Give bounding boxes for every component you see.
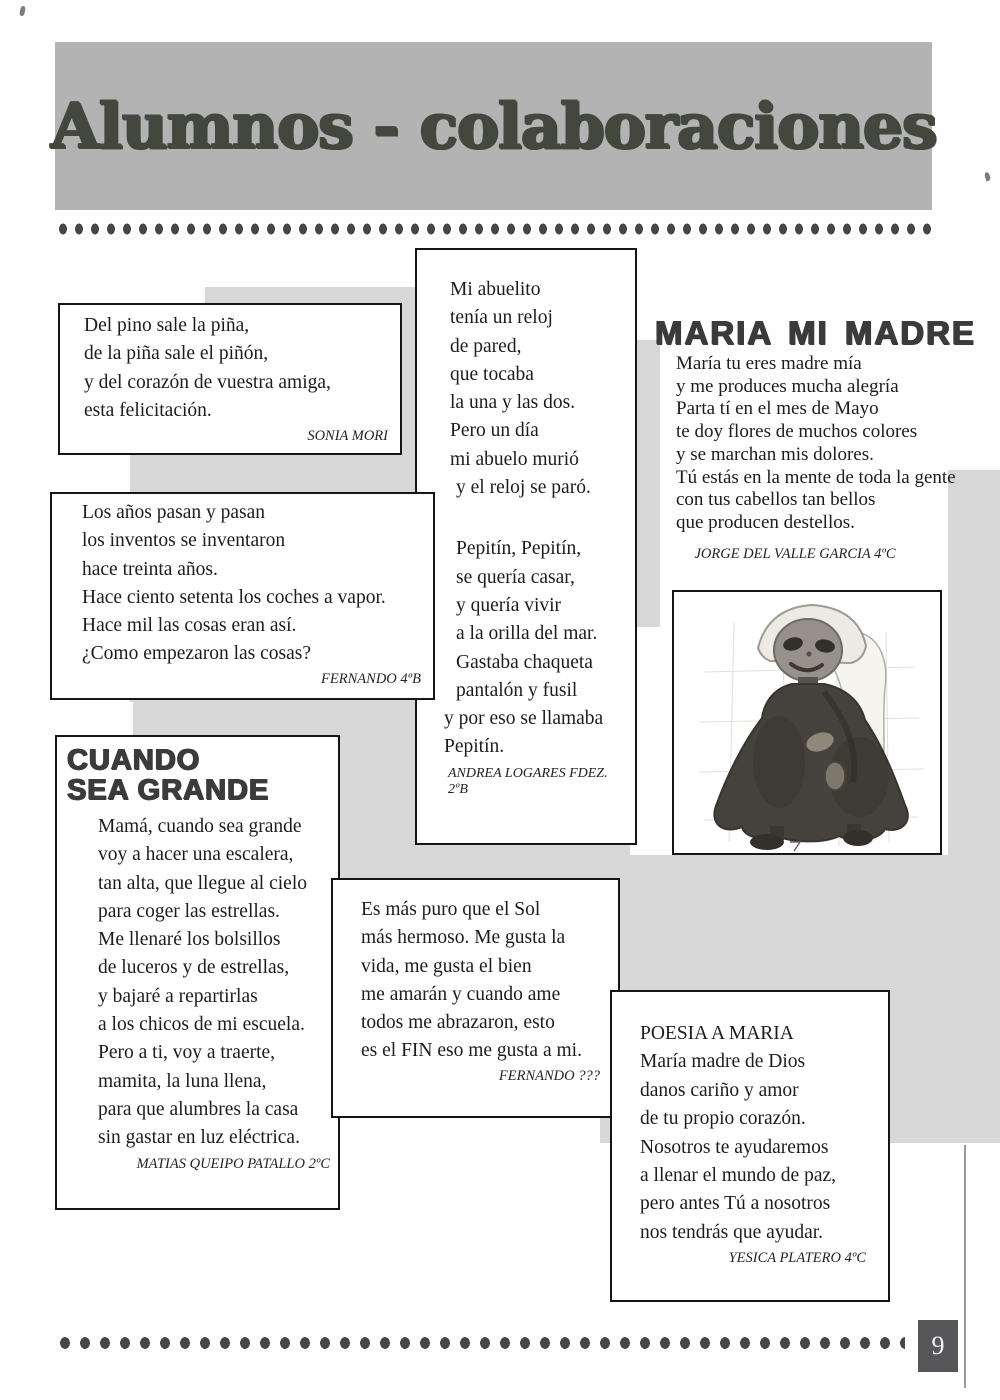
poem-line: de luceros y de estrellas,	[98, 957, 290, 979]
poem-line: Gastaba chaqueta	[456, 651, 593, 673]
poem-line: se quería casar,	[456, 566, 575, 588]
poem-line: Hace mil las cosas eran así.	[82, 615, 297, 637]
poem-line: Tú estás en la mente de toda la gente	[676, 466, 956, 488]
poem-line: voy a hacer una escalera,	[98, 844, 294, 866]
dotted-separator-top	[55, 222, 932, 236]
poem-line: Pepitín, Pepitín,	[456, 538, 582, 560]
poem-line: y del corazón de vuestra amiga,	[84, 371, 331, 393]
scan-shading-block	[948, 470, 1000, 1143]
pencil-mark	[790, 842, 800, 851]
poem-line: pantalón y fusil	[456, 679, 578, 701]
poem-line: sin gastar en luz eléctrica.	[98, 1127, 300, 1149]
poem-line: mamita, la luna llena,	[98, 1070, 267, 1092]
poem-line: tenía un reloj	[450, 307, 553, 329]
poem-line: Del pino sale la piña,	[84, 315, 250, 336]
poem-line: Es más puro que el Sol	[361, 899, 541, 920]
poem-line: María tu eres madre mía	[676, 353, 862, 374]
poem-line: Los años pasan y pasan	[82, 502, 266, 523]
poem-line: y me produces mucha alegría	[676, 375, 899, 397]
poem-author: FERNANDO ???	[498, 1067, 600, 1084]
poem-line: vida, me gusta el bien	[361, 955, 532, 977]
poem-line: y por eso se llamaba	[444, 708, 604, 730]
poem-line: de la piña sale el piñón,	[84, 343, 269, 365]
poem-line: la una y las dos.	[450, 392, 576, 414]
poem-line: hace treinta años.	[82, 558, 218, 580]
poem-line: que tocaba	[450, 363, 534, 385]
poem-line: y bajaré a repartirlas	[98, 985, 258, 1007]
poem-line: para coger las estrellas.	[98, 900, 280, 922]
maria-child-drawing	[674, 592, 940, 853]
poem-line: para que alumbres la casa	[98, 1098, 299, 1120]
poem-line: nos tendrás que ayudar.	[640, 1221, 824, 1243]
poem-box-pino	[58, 303, 402, 455]
section-title: MARIA MI MADRE	[655, 314, 976, 351]
page-number-badge	[918, 1320, 958, 1372]
poem-line: es el FIN eso me gusta a mi.	[361, 1040, 582, 1062]
poem-line: a los chicos de mi escuela.	[98, 1014, 305, 1036]
poem-line: me amarán y cuando ame	[361, 983, 561, 1005]
poem-line: a la orilla del mar.	[456, 623, 598, 645]
poem-box-cuando-sea-grande	[55, 735, 340, 1210]
poem-line: que producen destellos.	[676, 511, 855, 533]
poem-line: de pared,	[450, 335, 522, 357]
poem-line: y el reloj se paró.	[456, 477, 591, 499]
poem-line: te doy flores de muchos colores	[676, 421, 918, 443]
poem-author: JORGE DEL VALLE GARCIA 4ºC	[694, 545, 896, 562]
poem-line: Me llenaré los bolsillos	[98, 929, 281, 951]
page-edge-line	[964, 1145, 966, 1388]
right-foot	[843, 830, 873, 846]
medallion-shape	[825, 762, 845, 790]
poem-line: de tu propio corazón.	[640, 1108, 806, 1130]
poem-line: todos me abrazaron, esto	[361, 1012, 555, 1034]
poem-box-abuelito	[415, 248, 637, 845]
poem-author: YESICA PLATERO 4ºC	[728, 1250, 866, 1267]
poem-author: SONIA MORI	[307, 428, 388, 445]
poem-line: Nosotros te ayudaremos	[640, 1136, 829, 1158]
nose-dot	[807, 652, 812, 657]
poem-line: a llenar el mundo de paz,	[640, 1165, 836, 1187]
scan-speck	[19, 6, 26, 17]
page-title: Alumnos - colaboraciones	[50, 89, 937, 163]
poem-line: esta felicitación.	[84, 399, 212, 421]
poem-line: pero antes Tú a nosotros	[640, 1193, 831, 1215]
poem-box-poesia-a-maria	[610, 990, 890, 1302]
page-number: 9	[931, 1331, 945, 1360]
poem-author: FERNANDO 4ºB	[321, 670, 421, 687]
poem-line: los inventos se inventaron	[82, 530, 286, 552]
poem-title-line: POESIA A MARIA	[640, 1023, 794, 1044]
left-foot	[750, 834, 784, 850]
poem-line: ¿Como empezaron las cosas?	[82, 643, 312, 665]
poem-line: María madre de Dios	[640, 1051, 806, 1073]
poem-line: Parta tí en el mes de Mayo	[676, 398, 879, 420]
poem-author: MATIAS QUEIPO PATALLO 2ºC	[136, 1155, 330, 1172]
poem-line: con tus cabellos tan bellos	[676, 489, 876, 511]
poem-line: tan alta, que llegue al cielo	[98, 872, 307, 894]
poem-line: Mi abuelito	[450, 279, 541, 300]
section-title-line1: CUANDO	[67, 744, 201, 776]
child-drawing-box	[672, 590, 942, 855]
poem-box-es-mas-puro	[331, 878, 620, 1118]
poem-line: más hermoso. Me gusta la	[361, 927, 566, 949]
section-maria-mi-madre	[655, 316, 985, 563]
poem-line: mi abuelo murió	[450, 448, 579, 470]
poem-line: danos cariño y amor	[640, 1079, 799, 1101]
section-title-line2: SEA GRANDE	[67, 774, 270, 806]
poem-line: Mamá, cuando sea grande	[98, 816, 302, 837]
header-banner	[50, 42, 937, 210]
poem-box-anos	[50, 492, 435, 700]
dotted-separator-bottom	[55, 1336, 905, 1350]
poem-line: Pero un día	[450, 420, 539, 442]
poem-line: y se marchan mis dolores.	[676, 443, 874, 465]
poem-line: Pero a ti, voy a traerte,	[98, 1042, 276, 1064]
scan-speck	[984, 171, 992, 181]
poem-line: Pepitín.	[444, 736, 505, 758]
poem-line: y quería vivir	[456, 594, 562, 616]
poem-line: Hace ciento setenta los coches a vapor.	[82, 586, 386, 608]
poem-author: ANDREA LOGARES FDEZ. 2ºB	[448, 765, 608, 797]
